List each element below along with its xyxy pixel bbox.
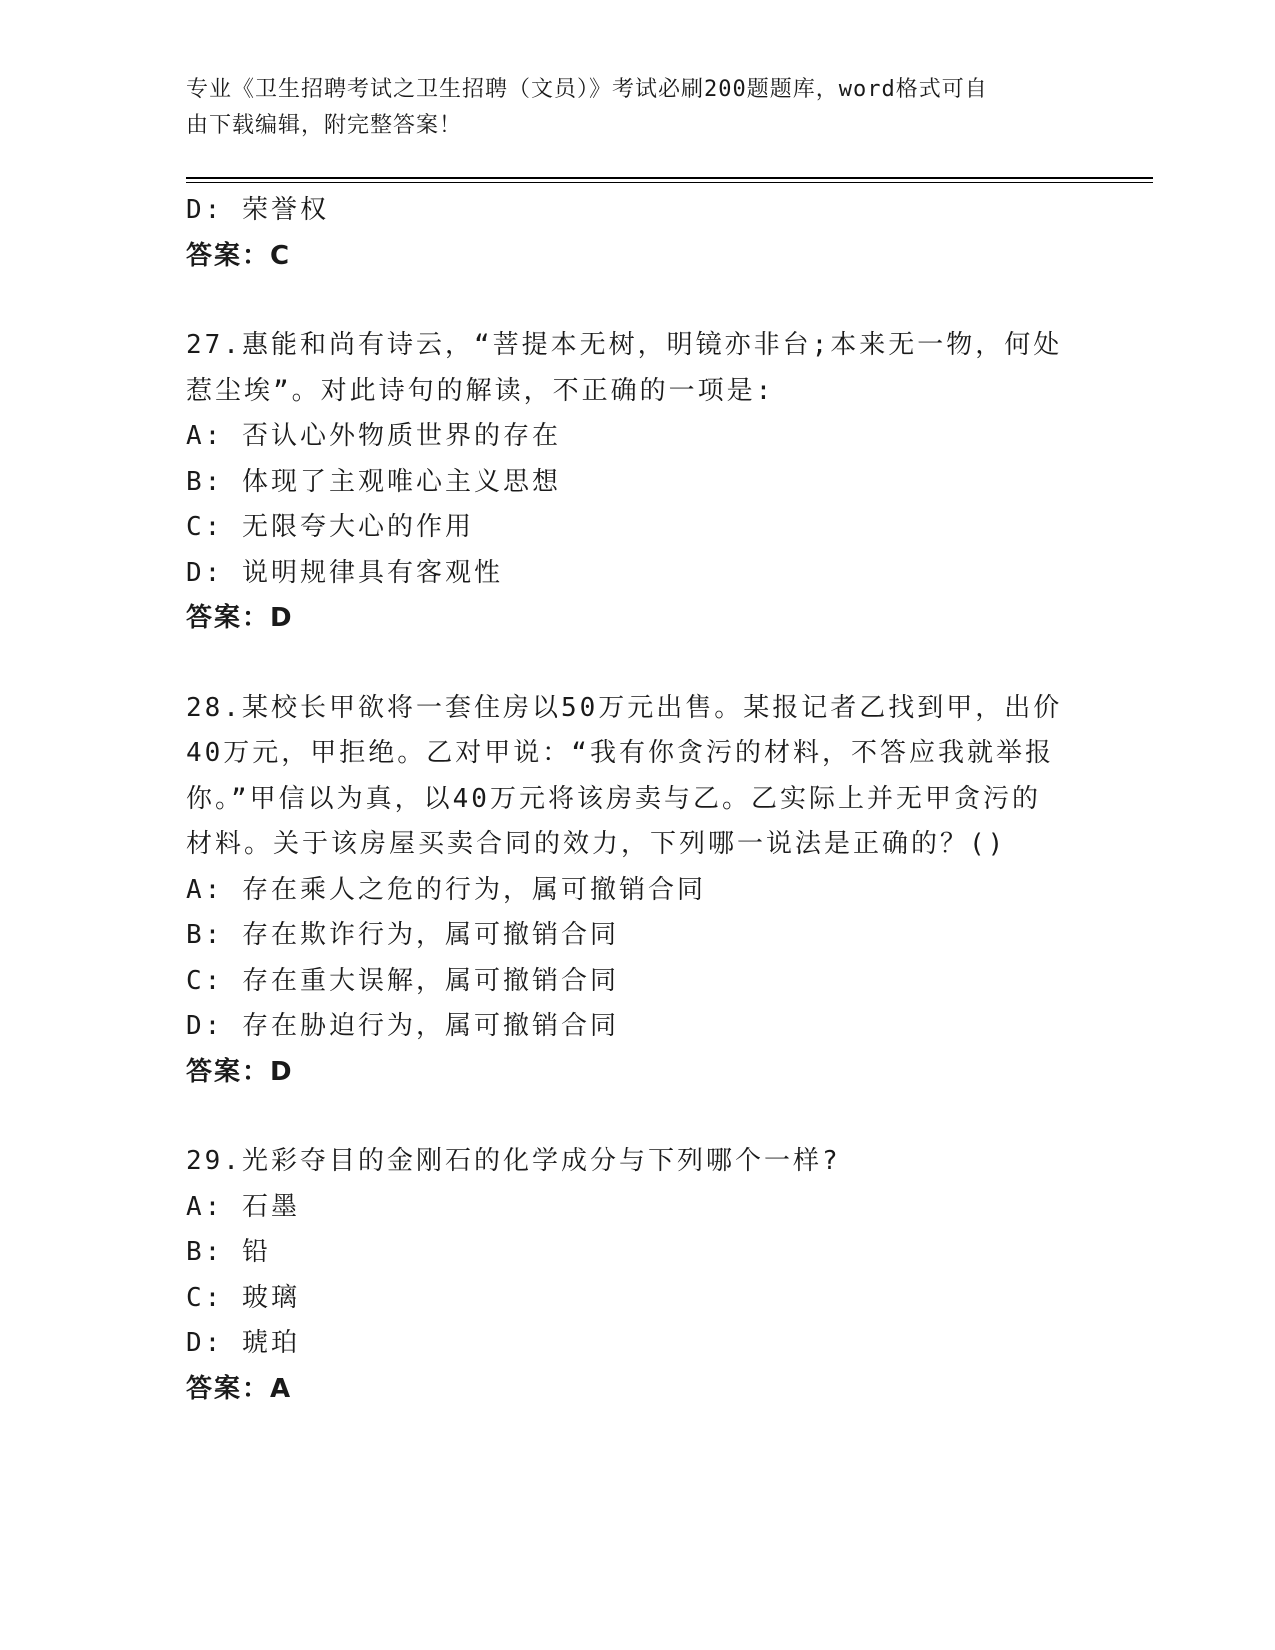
document-header <box>186 72 1066 144</box>
header-line-1: 专业《卫生招聘考试之卫生招聘（文员）》考试必刷200题题库，word格式可自 <box>186 77 988 102</box>
option-c: C: 存在重大误解，属可撤销合同 <box>186 965 619 996</box>
option-d: D: 荣誉权 <box>186 195 329 225</box>
answer: 答案：D <box>186 1056 294 1087</box>
header-divider-thin <box>186 182 1153 183</box>
question-stem: 40万元，甲拒绝。乙对甲说：“我有你贪污的材料，不答应我就举报 <box>186 738 1054 768</box>
option-b: B: 体现了主观唯心主义思想 <box>186 466 561 497</box>
spacer <box>186 1095 1086 1139</box>
question-list <box>186 188 1086 1412</box>
question-stem: 29.光彩夺目的金刚石的化学成分与下列哪个一样? <box>186 1146 841 1176</box>
option-c: C: 玻璃 <box>186 1282 300 1313</box>
option-b: B: 存在欺诈行为，属可撤销合同 <box>186 920 619 950</box>
question-stem: 材料。关于该房屋买卖合同的效力，下列哪一说法是正确的？() <box>186 829 1007 859</box>
option-b: B: 铅 <box>186 1237 271 1267</box>
question-29 <box>186 1139 1086 1412</box>
question-26-tail <box>186 188 1086 279</box>
option-d: D: 存在胁迫行为，属可撤销合同 <box>186 1011 619 1041</box>
option-d: D: 琥珀 <box>186 1328 300 1358</box>
header-divider-thick <box>186 177 1153 179</box>
option-c: C: 无限夸大心的作用 <box>186 512 474 542</box>
question-stem: 27.惠能和尚有诗云，“菩提本无树，明镜亦非台;本来无一物，何处 <box>186 330 1063 360</box>
spacer <box>186 642 1086 686</box>
option-a: A: 否认心外物质世界的存在 <box>186 421 561 451</box>
question-27 <box>186 323 1086 642</box>
question-stem: 惹尘埃”。对此诗句的解读，不正确的一项是: <box>186 375 775 406</box>
question-stem: 28.某校长甲欲将一套住房以50万元出售。某报记者乙找到甲，出价 <box>186 692 1063 723</box>
option-a: A: 存在乘人之危的行为，属可撤销合同 <box>186 874 706 905</box>
spacer <box>186 279 1086 323</box>
question-28 <box>186 686 1086 1096</box>
option-a: A: 石墨 <box>186 1191 300 1222</box>
answer: 答案：A <box>186 1373 293 1404</box>
answer: 答案：D <box>186 603 294 633</box>
question-stem: 你。”甲信以为真，以40万元将该房卖与乙。乙实际上并无甲贪污的 <box>186 783 1041 814</box>
answer: 答案：C <box>186 240 292 271</box>
option-d: D: 说明规律具有客观性 <box>186 557 503 588</box>
header-line-2: 由下载编辑，附完整答案！ <box>186 113 463 138</box>
